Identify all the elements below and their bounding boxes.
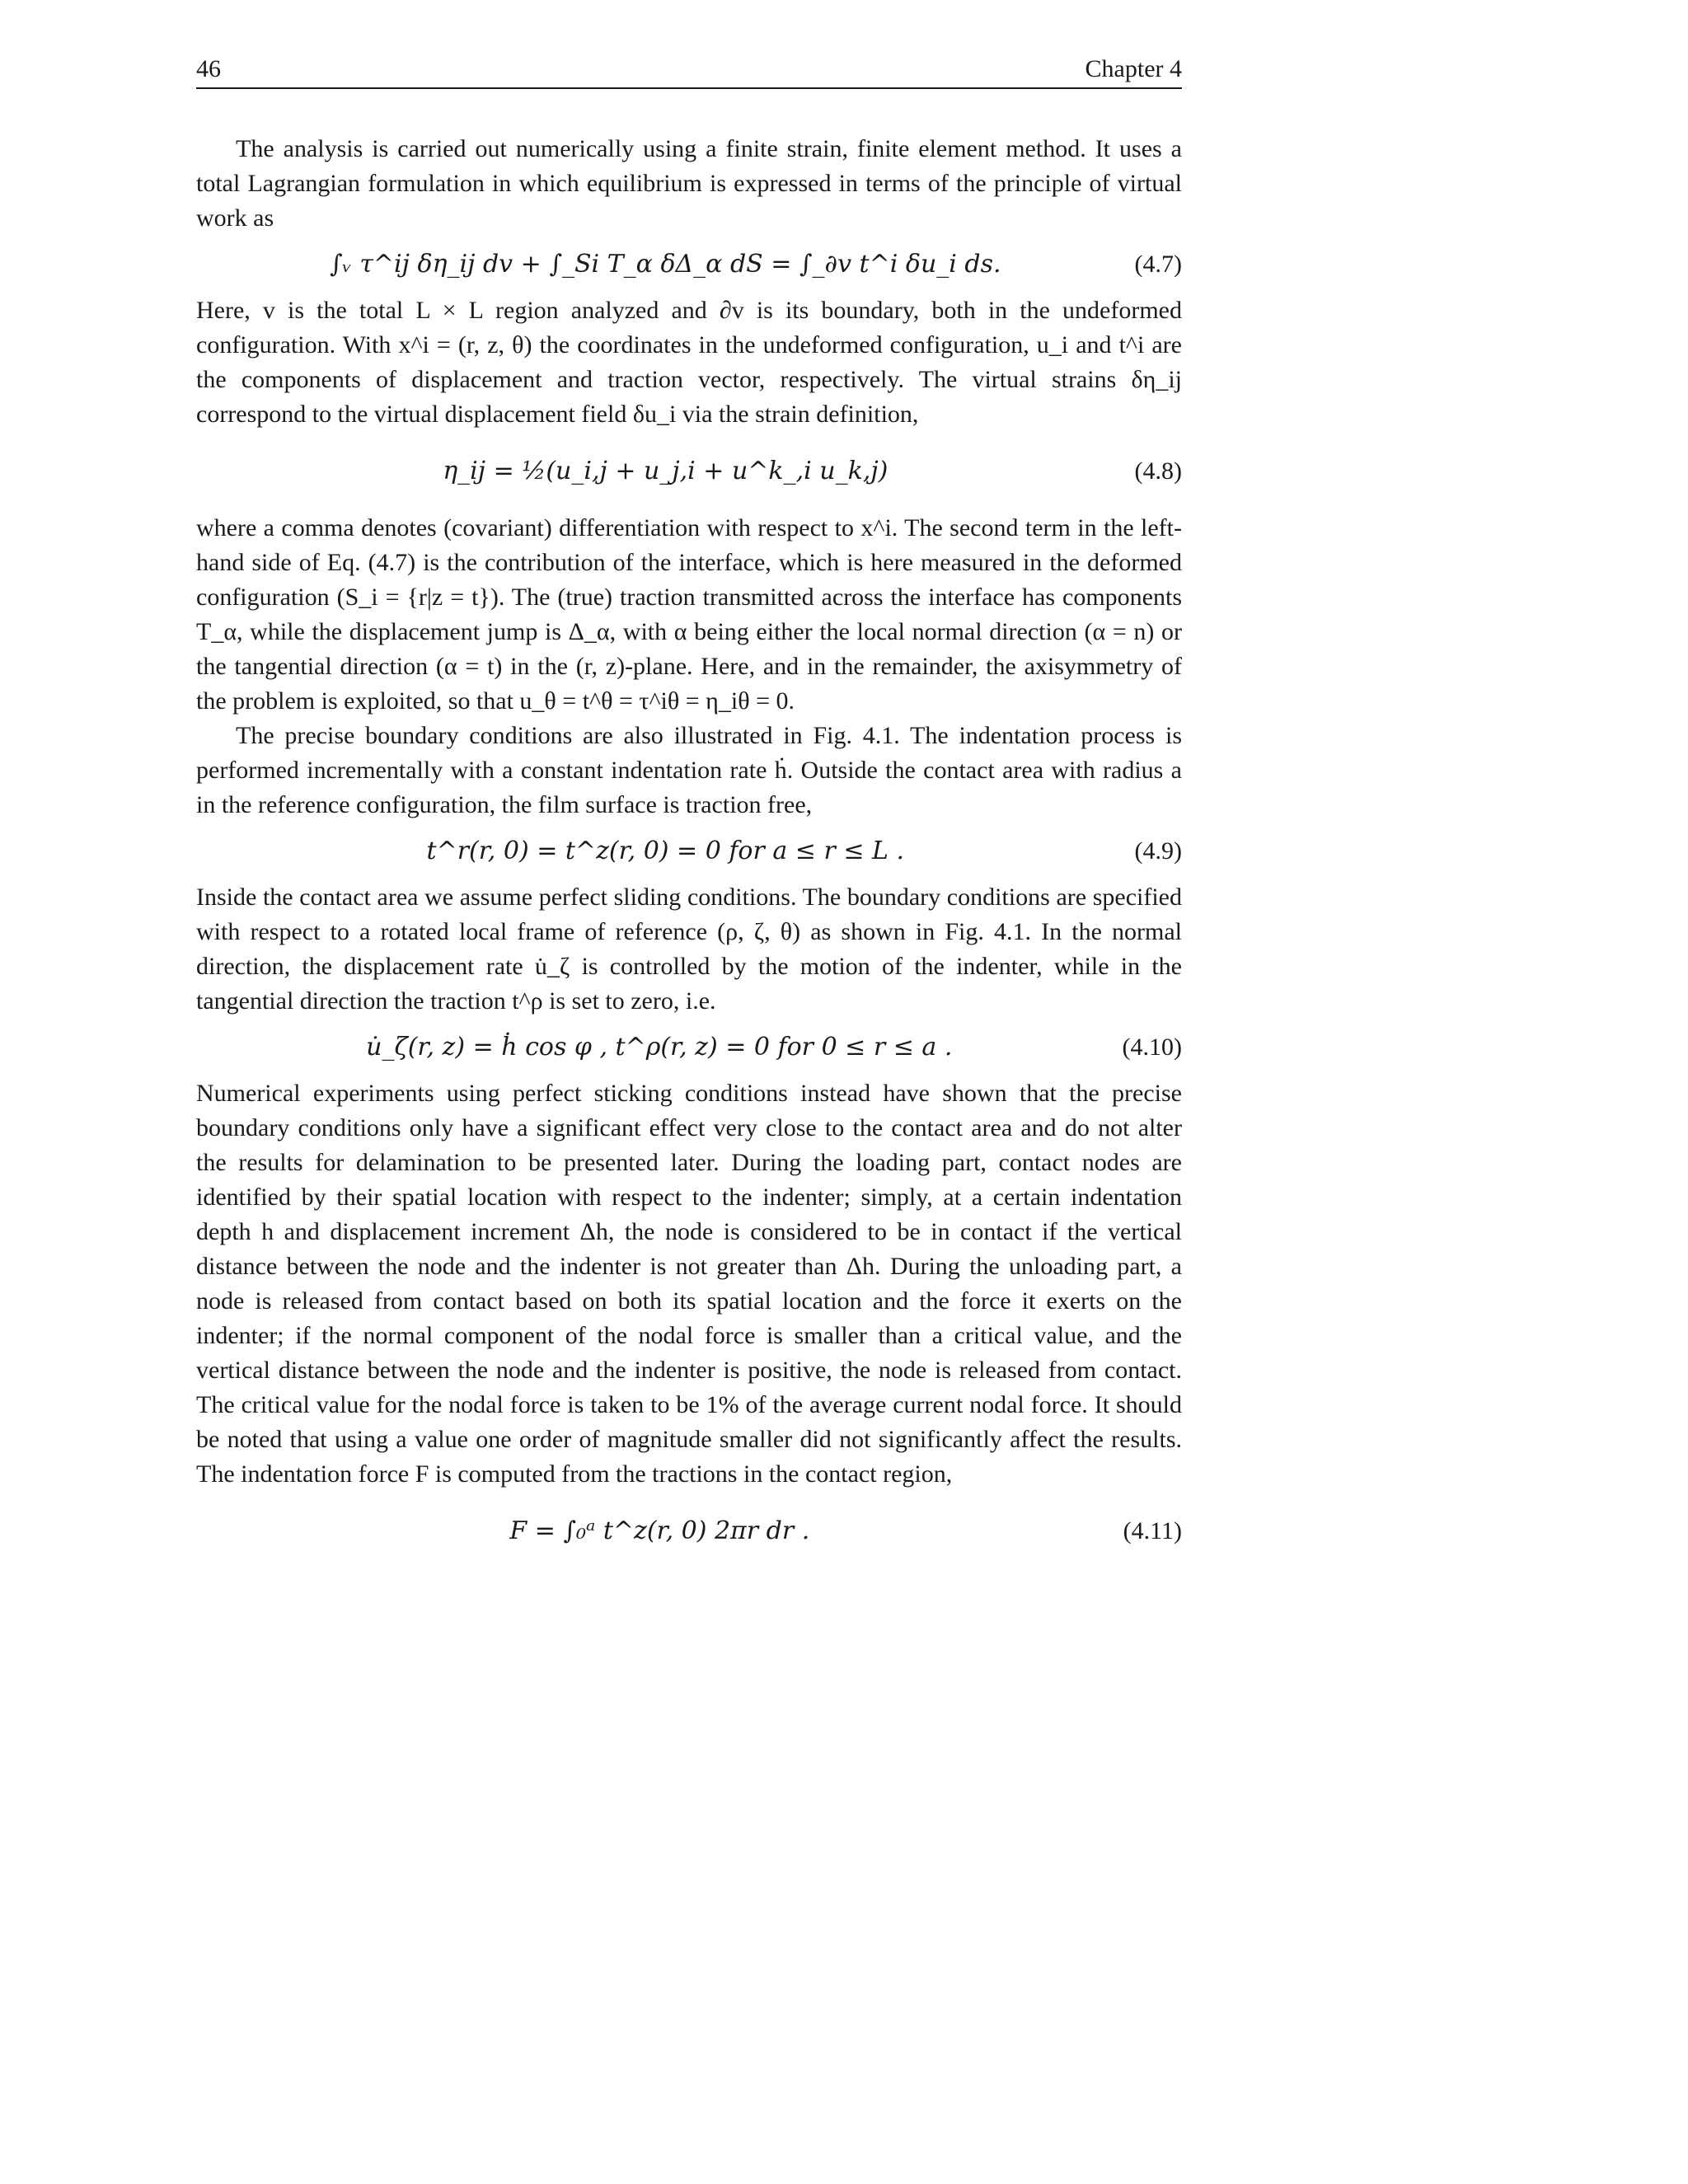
equation-body: u̇_ζ(r, z) = ḣ cos φ , t^ρ(r, z) = 0 for 0 ≤ r ≤ a . xyxy=(366,1033,953,1062)
equation-body: t^r(r, 0) = t^z(r, 0) = 0 for a ≤ r ≤ L . xyxy=(426,837,904,865)
equation-4-8 xyxy=(196,432,1182,511)
paragraph: Numerical experiments using perfect sticking conditions instead have shown that the precise boundary conditions only have a significant effect very close to the contact area and do not alter the results for delamination to be presented later. During the loading part, contact nodes are identified by their spatial location with respect to the indenter; simply, at a certain indentation depth h and displacement increment Δh, the node is considered to be in contact if the vertical distance between the node and the indenter is not greater than Δh. During the unloading part, a node is released from contact based on both its spatial location and the force it exerts on the indenter; if the normal component of the nodal force is smaller than a critical value, and the vertical distance between the node and the indenter is positive, the node is released from contact. The critical value for the nodal force is taken to be 1% of the average current nodal force. It should be noted that using a value one order of magnitude smaller did not significantly affect the results. The indentation force F is computed from the tractions in the contact region, xyxy=(196,1080,1182,1488)
equation-body: ∫ᵥ τ^ij δη_ij dv + ∫_Si T_α δΔ_α dS = ∫_∂v t^i δu_i ds. xyxy=(329,250,1001,279)
equation-4-11 xyxy=(196,1492,1182,1571)
page xyxy=(196,54,1182,1571)
page-number: 46 xyxy=(196,55,221,82)
equation-body: F = ∫₀ᵃ t^z(r, 0) 2πr dr . xyxy=(509,1516,810,1545)
chapter-label: Chapter 4 xyxy=(1085,55,1182,82)
paragraph: Inside the contact area we assume perfect sliding conditions. The boundary conditions are specified with respect to a rotated local frame of reference (ρ, ζ, θ) as shown in Fig. 4.1. In the normal direction, the displacement rate u̇_ζ is controlled by the motion of the indenter, while in the tangential direction the traction t^ρ is set to zero, i.e. xyxy=(196,883,1182,1015)
equation-4-10 xyxy=(196,1019,1182,1076)
equation-body: η_ij = ½(u_i,j + u_j,i + u^k_,i u_k,j) xyxy=(443,457,889,485)
equation-number: (4.8) xyxy=(1134,457,1182,485)
equation-4-9 xyxy=(196,823,1182,880)
paragraph: where a comma denotes (covariant) differentiation with respect to x^i. The second term in the left-hand side of Eq. (4.7) is the contribution of the interface, which is here measured in the deformed configuration (S_i = {r|z = t}). The (true) traction transmitted across the interface has components T_α, while the displacement jump is Δ_α, with α being either the local normal direction (α = n) or the tangential direction (α = t) in the (r, z)-plane. Here, and in the remainder, the axisymmetry of the problem is exploited, so that u_θ = t^θ = τ^iθ = η_iθ = 0. xyxy=(196,514,1182,715)
equation-number: (4.10) xyxy=(1122,1033,1182,1061)
equation-number: (4.9) xyxy=(1134,837,1182,865)
equation-4-7 xyxy=(196,236,1182,293)
running-header xyxy=(196,54,1182,89)
body-text xyxy=(196,132,1182,1571)
paragraph: The analysis is carried out numerically using a finite strain, finite element method. It uses a total Lagrangian formulation in which equilibrium is expressed in terms of the principle of virtual work as xyxy=(196,135,1182,232)
paragraph: Here, v is the total L × L region analyzed and ∂v is its boundary, both in the undeformed configuration. With x^i = (r, z, θ) the coordinates in the undeformed configuration, u_i and t^i are the components of displacement and traction vector, respectively. The virtual strains δη_ij correspond to the virtual displacement field δu_i via the strain definition, xyxy=(196,297,1182,428)
equation-number: (4.7) xyxy=(1134,251,1182,278)
equation-number: (4.11) xyxy=(1123,1517,1182,1544)
paragraph: The precise boundary conditions are also illustrated in Fig. 4.1. The indentation process is performed incrementally with a constant indentation rate ḣ. Outside the contact area with radius a in the reference configuration, the film surface is traction free, xyxy=(196,722,1182,818)
